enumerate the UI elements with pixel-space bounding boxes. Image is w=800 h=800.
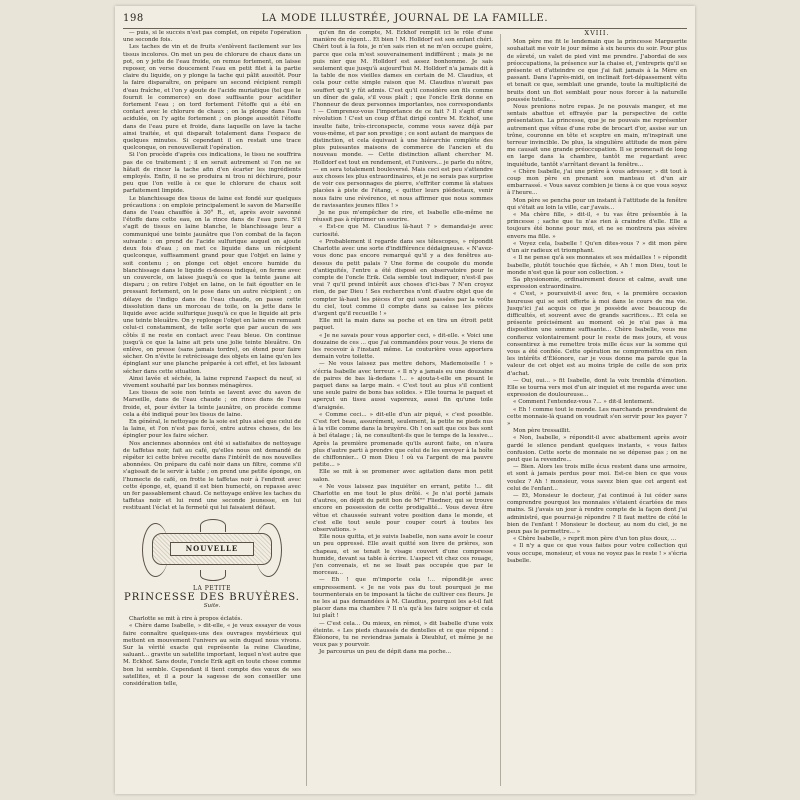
paragraph: Mon père se pencha pour un instant à l'attitude de la fenêtre qui s'était au loin la ville, car j'avais... bbox=[507, 197, 687, 211]
ornament-leaf-bottom bbox=[200, 570, 226, 581]
ornament-leaf-top bbox=[200, 519, 226, 532]
story-text-continued bbox=[313, 30, 493, 657]
paragraph: Mon père me fit le lendemain que la princesse Marguerite souhaitait me voir le jour même à six heures du soir. Pour plus de sûreté, un valet de pied vint me prendre. J'abordai de ses préoccupations, la présence sur la chaise et, j'entrepris qu'il se présente et d'atteindre ce que j'ai fait jamais à la Mère en passant. Dans l'après-midi, on inclinait fort-dépassement vêtu et tenait ce que, semblait une grande, toute la multiplicité de bruits dont un flot semblait pour nous forcer à la naturelle poussée tutelle... bbox=[507, 39, 687, 103]
paragraph: — Et, Monsieur le docteur, j'ai continué à lui céder sans comprendre pourquoi les monnaies s'étaient écartées de mes mains. Si j'avais un jour à rendre compte de la façon dont j'ai administré, que pourrai-je répondre ? Il faut mettre de côté le bien de l'enfant ! Monsieur le docteur, au nom du ciel, je ne peux pas le permettre... » bbox=[507, 493, 687, 536]
paragraph: Elle se mit à se promener avec agitation dans mon petit salon. bbox=[313, 469, 493, 483]
paragraph: Les tissus de soie non teints se lavent avec du savon de Marseille, dans de l'eau chaude ; on rince dans de l'eau froide, et, pour éviter la teinte jaunâtre, on procède comme cela a été indiqué pour les tissus de laine. bbox=[123, 390, 301, 418]
newspaper-page bbox=[115, 6, 695, 794]
story-title: PRINCESSE DES BRUYÈRES. bbox=[124, 591, 300, 603]
paragraph: — Ne vous laissez pas mettre dehors, Mademoiselle ! » s'écria Isabelle avec terreur. « Il n'y a jamais eu une douzaine de paires de bas là-dedans !... » ajouta-t-elle en pesant le paquet dans sa large main. « C'est tout au plus s'il contient une seule paire de bons bas solides. » Elle tourna le paquet et aperçut un tissu aussi vaporeux, aussi fin qu'une toile d'araignée. bbox=[313, 361, 493, 411]
paragraph: Les taches de vin et de fruits s'enlèvent facilement sur les tissus incolores. On met un peu de chlorure de chaux dans un pot, on y jette de l'eau froide, on remue fortement, on laisse reposer, on verse doucement l'eau en petit filet à la partie claire du liquide, on y plonge la tache qui pâlit aussitôt. Pour la faire disparaître, on prépare un second récipient rempli d'eau fraîche, et l'on y ajoute de l'acide muriatique (tel que le fournit le commerce) en dose suffisante pour acidifier fortement l'eau ; on tord fortement l'étoffe qui a été en contact avec le chlorure de chaux ; on la plonge dans l'eau acidulée, on l'y agite fortement ; on plonge aussitôt l'étoffe dans de l'eau pure et froide, dans laquelle on lave la tache ainsi traitée, et qui disparaît totalement dans l'espace de quelques minutes. Si cependant il en restait une trace quelconque, on renouvellerait l'opération. bbox=[123, 44, 301, 152]
paragraph: « Ne vous laissez pas inquiéter en errant, petite !... dit Charlotte en me tout le plus drôlé. « Je n'ai porté jamais d'autres, on dépit du petit bon de M"" Fliedner, qui se trouve encore en possession de cette prodigalité... Vous devez être vêtue et chaussée suivant votre position dans le monde, et c'est elle tout seule pour couper court à toutes les observations. » bbox=[313, 483, 493, 534]
paragraph: « Est-ce que M. Claudius là-haut ? » demandai-je avec curiosité. bbox=[313, 224, 493, 238]
paragraph: « Ma chère fille, » dit-il, « tu vas être présentée à la princesse ; sache que tu n'as rien à craindre d'elle. Elle a toujours été bonne pour moi, et ne se montrera pas sévère envers ma fille. » bbox=[507, 212, 687, 240]
paragraph: « Probablement il regarde dans ses télescopes, » répondit Charlotte avec une sorte d'indifférence dédaigneuse. « N'avez-vous donc pas encore remarqué qu'il y a des fenêtres au-dessus du petit palais ? Une forme de coupole du monde d'antiquités, l'entre a été disposé en observatoire pour le compte de l'oncle Erik. Cela semble tout indiquer, n'est-il pas vrai ? qu'il prend intérêt aux choses d'ici-bas ? N'en croyez rien, de par Dieu ! Ses recherches n'ont d'autre objet que de compter là-haut les pièces d'or qui sont passées par la voûte du ciel, tout comme il compte dans sa caisse les pièces d'argent qu'il recueille ! » bbox=[313, 238, 493, 317]
page-number: 198 bbox=[123, 13, 144, 24]
paragraph: — Oui, oui... » fit Isabelle, dont la voix trembla d'émotion. Elle se tourna vers moi d'un air inquiet et me regarda avec une expression de douloureuse... bbox=[507, 377, 687, 399]
paragraph: Le blanchissage des tissus de laine est fondé sur quelques précautions : on emploie principalement le savon de Marseille dans de l'eau chauffée à 30° R., et, après avoir savonné l'étoffe dans cette eau, on la rince dans de l'eau pure. S'il s'agit de tissus en laine blanche, le blanchissage leur a communiqué une teinte jaunâtre que l'on combat de la façon suivante : on prend de l'acide sulfurique auquel on ajoute deux fois d'eau ; on met ce liquide dans un récipient quelconque, suffisamment grand pour que l'objet en laine y soit contenu ; on plonge cet objet encore humide du blanchissage dans le liquide ci-dessus indiqué, on ferme avec un couvercle, on laisse jusqu'à ce que la teinte jaune ait disparu ; on retire l'objet en laine, on le fait égoutter en le pressant fortement, on le pose dans un autre récipient ; on délaye de l'indigo dans de l'eau chaude, on passe cette dissolution dans un morceau de toile, on la jette dans le liquide avec acide sulfurique jusqu'à ce que le liquide ait pris une teinte bleuâtre. On y replonge l'objet en laine en remuant celui-ci constamment, de telle sorte que par aucun de ses côtés il ne reste en contact avec l'eau bleue. On continue jusqu'à ce que la laine ait pris une jolie teinte bleuâtre. On enlève, on presse (sans jamais tordre), on étend pour faire sécher. On n'évite le retrécissage des objets en laine qu'en les épinglant sur une planche préparée à cet effet, et les laissant sécher dans cette situation. bbox=[123, 195, 301, 375]
chapter-text bbox=[507, 39, 687, 565]
paragraph: Si l'on procède d'après ces indications, le tissu ne souffrira pas de ce traitement ; il en serait autrement si l'on ne se hâtait de rincer la tache afin d'en écarter les ingrédients employés. Enfin, il ne se produira ni trou ni déchirure, pour peu que l'on veille à ce que le chlorure de chaux soit parfaitement limpide. bbox=[123, 152, 301, 195]
paragraph: Nous prenions notre repas. Je ne pouvais manger, et me sentais abattue et effrayée par la perspective de cette présentation. La princesse, que je ne pouvais me représenter autrement que vêtue d'une robe de brocart d'or, assise sur un trône, couronne en tête et sceptre en main, m'inspirait une terreur invincible. De plus, la singulière attitude de mon père me causait une grande préoccupation. Il se promenait de long en large dans la chambre, tantôt me regardant avec inquiétude, tantôt s'arrêtant devant la fenêtre... bbox=[507, 104, 687, 168]
paragraph: « Eh ! comme tout le monde. Les marchands prendraient de cette monnaie-là quand on voudrait s'en servir pour les payer ? » bbox=[507, 406, 687, 427]
paragraph: Je ne pus m'empêcher de rire, et Isabelle elle-même ne réussit pas à réprimer un sourire. bbox=[313, 210, 493, 224]
paragraph: Sa physionomie, ordinairement douce et calme, avait une expression extraordinaire. bbox=[507, 276, 687, 291]
paragraph: En général, le nettoyage de la soie est plus aisé que celui de la laine, et l'on n'est pas forcé, entre autres choses, de les épingler pour les faire sécher. bbox=[123, 418, 301, 440]
journal-title: LA MODE ILLUSTRÉE, JOURNAL DE LA FAMILLE. bbox=[261, 13, 549, 24]
paragraph: « Comment l'entendez-vous ?... » dit-il lentement. bbox=[513, 399, 654, 406]
paragraph: — C'est cela... Ou mieux, en rémoi, » dit Isabelle d'une voix éteinte. « Les pieds chaussés de dentelles et ce que répond : Éléonore, tu ne reviendras jamais à Dieubluf, et même je ne veux pas y pourvoir. bbox=[313, 620, 493, 649]
paragraph: Charlotte se mit à rire à propos éclatés. bbox=[129, 616, 243, 623]
paragraph: Je parcourus un peu de dépit dans ma poche... bbox=[319, 649, 452, 656]
column-rule bbox=[500, 34, 501, 786]
paragraph: — Eh ! que m'importe cela !... répondit-je avec empressement. « Je ne vois pas du tout pourquoi je me tourmenterais en te imposant la tâche de cultiver ces fleurs. Je ne les ai pas demandées à M. Claudius, pourquoi les a-t-il fait placer dans ma chambre ? Il n'a qu'à les faire soigner et cela lui plaît ! bbox=[313, 577, 493, 620]
paragraph: qu'en fin de compte, M. Eckhof remplit ici le rôle d'une manière de régent... Et bien ! M. Holldorf est son enfant chéri. Chéri tout à la fois, je n'en sais rien et ne m'en occupe guère, parce que cela m'est souverainement indifférent ; mais je ne puis nier que M. Holldorf est assez bonhomme. Je sais seulement que jusqu'à aujourd'hui M. Holldorf n'a jamais dit à la table de nos vieilles dames en certain de M. Claudius, et cela pour cette simple raison que M. Claudius n'aurait pas souffert qu'il y fût admis. C'est qu'il considère son fils comme un dîner de gala, s'il vous plaît ; que l'oncle Erik donne en l'honneur de deux personnes importantes, nos correspondants ! — Comprenez-vous l'importance de ce fait ? Il s'agit d'une révolution ! C'est un coup d'État dirigé contre M. Eckhof, une insulte faite, très-circonspecte, comme vous savez déjà par vous-même, et par son prestige ; ce sont autant de marques de distinction, et cela équivaut à une hiérarchie complète des plus puissantes maisons de commerce de l'ancien et du nouveau monde. — Cette distinction allant chercher M. Holldorf est tout en rendement, et l'univers... je parle du nôtre, — en sera totalement bouleversé. Mais ceci est peu s'attendre aux choses les plus extraordinaires, et je ne serais pas surprise de voir ces personnages de pierre, s'effriter comme là statues placées à piste de l'étang, « quitter leurs piédestaux, venir nous faire une révérence, et nous affirmer que nous sommes de ravissantes jeunes filles ! » bbox=[313, 30, 493, 209]
nouvelle-ornament bbox=[142, 519, 282, 581]
chapter-heading: XVIII. bbox=[584, 30, 610, 37]
paragraph: Elle nous quitta, et je suivis Isabelle, non sans avoir le coeur un peu oppressé. Elle avait quitté son livre de prières, son chapeau, et se tenait le visage couvert d'une compresse humide, devant sa table à écrire. L'aspect vit chez ces rouage, j'en convenais, et ne se lisait pas occupée que par le morceau... bbox=[313, 534, 493, 577]
story-continued-note: Suite. bbox=[203, 603, 221, 610]
paragraph: Ainsi lavée et séchée, la laine reprend l'aspect du neuf, si vivement souhaité par les bonnes ménagères. bbox=[123, 375, 301, 389]
paragraph: — Bien. Alors les trois mille écus restent dans une armoire, et sont à jamais perdus pour moi. Est-ce bien ce que vous voulez ? Ah ! monsieur, vous savez bien que cet argent est celui de l'enfant... bbox=[507, 464, 687, 492]
paragraph: — puis, si le succès n'est pas complet, on répète l'opération une seconde fois. bbox=[123, 30, 301, 44]
paragraph: « Voyez cela, Isabelle ! Qu'en dites-vous ? » dit mon père d'un air radieux et triomphant. bbox=[507, 240, 687, 255]
paragraph: « Chère dame Isabelle, » dit-elle, « je veux essayer de vous faire connaître quelques-uns des ouvrages mystérieux qui mettent en mouvement l'univers au sein duquel nous vivons. Sur la vérité exacte qui représente la reine Claudine, saluant... gravite un satellite important, lequel n'est autre que M. Eckhof. Sans doute, l'oncle Erik agit en toute chose comme bon lui semble. Cependant il tient compte des vœux de ses satellites, et il a pour la sagesse de son conseiller une considération telle, bbox=[123, 623, 301, 688]
column-rule bbox=[306, 34, 307, 786]
paragraph: Nos anciennes abonnées ont été si satisfaites de nettoyage de taffetas noir, fait au café, qu'elles nous ont demandé de répéter ici cette brève recette dans l'intérêt de nos nouvelles abonnées. On prépare du café noir dans un filtre, comme s'il s'agissait de le servir à table ; on prend une petite éponge, on l'humecte de café, on frotte le taffetas noir à l'endroit avec cette éponge, et, quand il est bien humecté, on repasse avec un fer passablement chaud. Ce nettoyage enlève les taches du taffetas noir et lui rend une seconde jeunesse, en lui restituant l'éclat et la fermeté qui lui faisaient défaut. bbox=[123, 440, 301, 512]
paragraph: Mon père tressaillit. bbox=[513, 428, 571, 435]
paragraph: « Non, Isabelle, » répondit-il avec abattement après avoir gardé le silence pendant quelques instants, « vous faites confusion. Cette sorte de monnaie ne se dépense pas ; on ne peut que la revendre... bbox=[507, 435, 687, 463]
paragraph: « Comme ceci... » dit-elle d'un air piqué, « c'est possible. C'est fort beau, assurément, seulement, la petite ne pieds nus à la ville comme dans la bruyère. Oh ! on sait que ces bas sont à bel étalage ; là, ne consultent-ils que le temps de la lessive... Après la première promenade qu'ils auront faite, on n'aura plus d'autre parti à prendre que celui de les envoyer à la boîte de chiffonnier... O mon Dieu ! où va l'argent de ma pauvre petite... » bbox=[313, 411, 493, 469]
column-3 bbox=[507, 30, 687, 788]
paragraph: « Je ne savais pour vous apporter ceci, » dit-elle. « Voici une douzaine de ces ... que j'ai commandées pour vous. Je viens de les recevoir à l'instant même. Le couturière vous apportera demain votre toilette. bbox=[313, 332, 493, 361]
story-text bbox=[123, 616, 301, 688]
household-tips-article bbox=[123, 30, 301, 513]
column-1 bbox=[123, 30, 301, 788]
paragraph: « Il ne pense qu'à ses monnaies et ses médailles ! » répondit Isabelle, plutôt touchée que fâchée, « Ah ! mon Dieu, tout le monde n'est que là pour son collection. » bbox=[507, 255, 687, 276]
paragraph: « Chère Isabelle, j'ai une prière à vous adresser, » dit tout à coup mon père en prenant son manteau et d'un air embarrassé. « Vous savez combien je tiens à ce que vous soyez à l'heure... bbox=[507, 168, 687, 197]
paragraph: « Chère Isabelle, » reprit mon père d'un ton plus doux, ... bbox=[513, 536, 677, 543]
paragraph: « C'est, » poursuivit-il avec feu, « la première occasion heureuse qui se soit offerte à moi dans le cours de ma vie. Jusqu'ici j'ai acquis ce que je possède avec beaucoup de difficultés, et souvent avec de grands sacrifices... Et cela se présente précisément au moment où je n'ai pas à ma disposition une somme suffisante... Chère Isabelle, vous me confierez volontairement pour le reste de mes jours, et vous consentirez à me remettre trois mille écus sur la somme qui vous a été confiée. Cette opération ne compromettra en rien les intérêts d'Éléonore, car je vous donne ma parole que la valeur de cet objet est au moins triple de celle de son prix d'achat. bbox=[507, 291, 687, 377]
paragraph: « Il n'y a que ce que vous faites pour votre collection qui vous occupe, monsieur, et vous ne voyez pas le reste ! » s'écria Isabelle. bbox=[507, 543, 687, 564]
story-kicker: LA PETITE bbox=[193, 584, 231, 592]
column-2 bbox=[313, 30, 493, 788]
paragraph: Elle mit la main dans sa poche et en tira un étroit petit paquet. bbox=[313, 318, 493, 332]
page-header bbox=[123, 12, 687, 29]
ornament-label: NOUVELLE bbox=[170, 542, 254, 556]
